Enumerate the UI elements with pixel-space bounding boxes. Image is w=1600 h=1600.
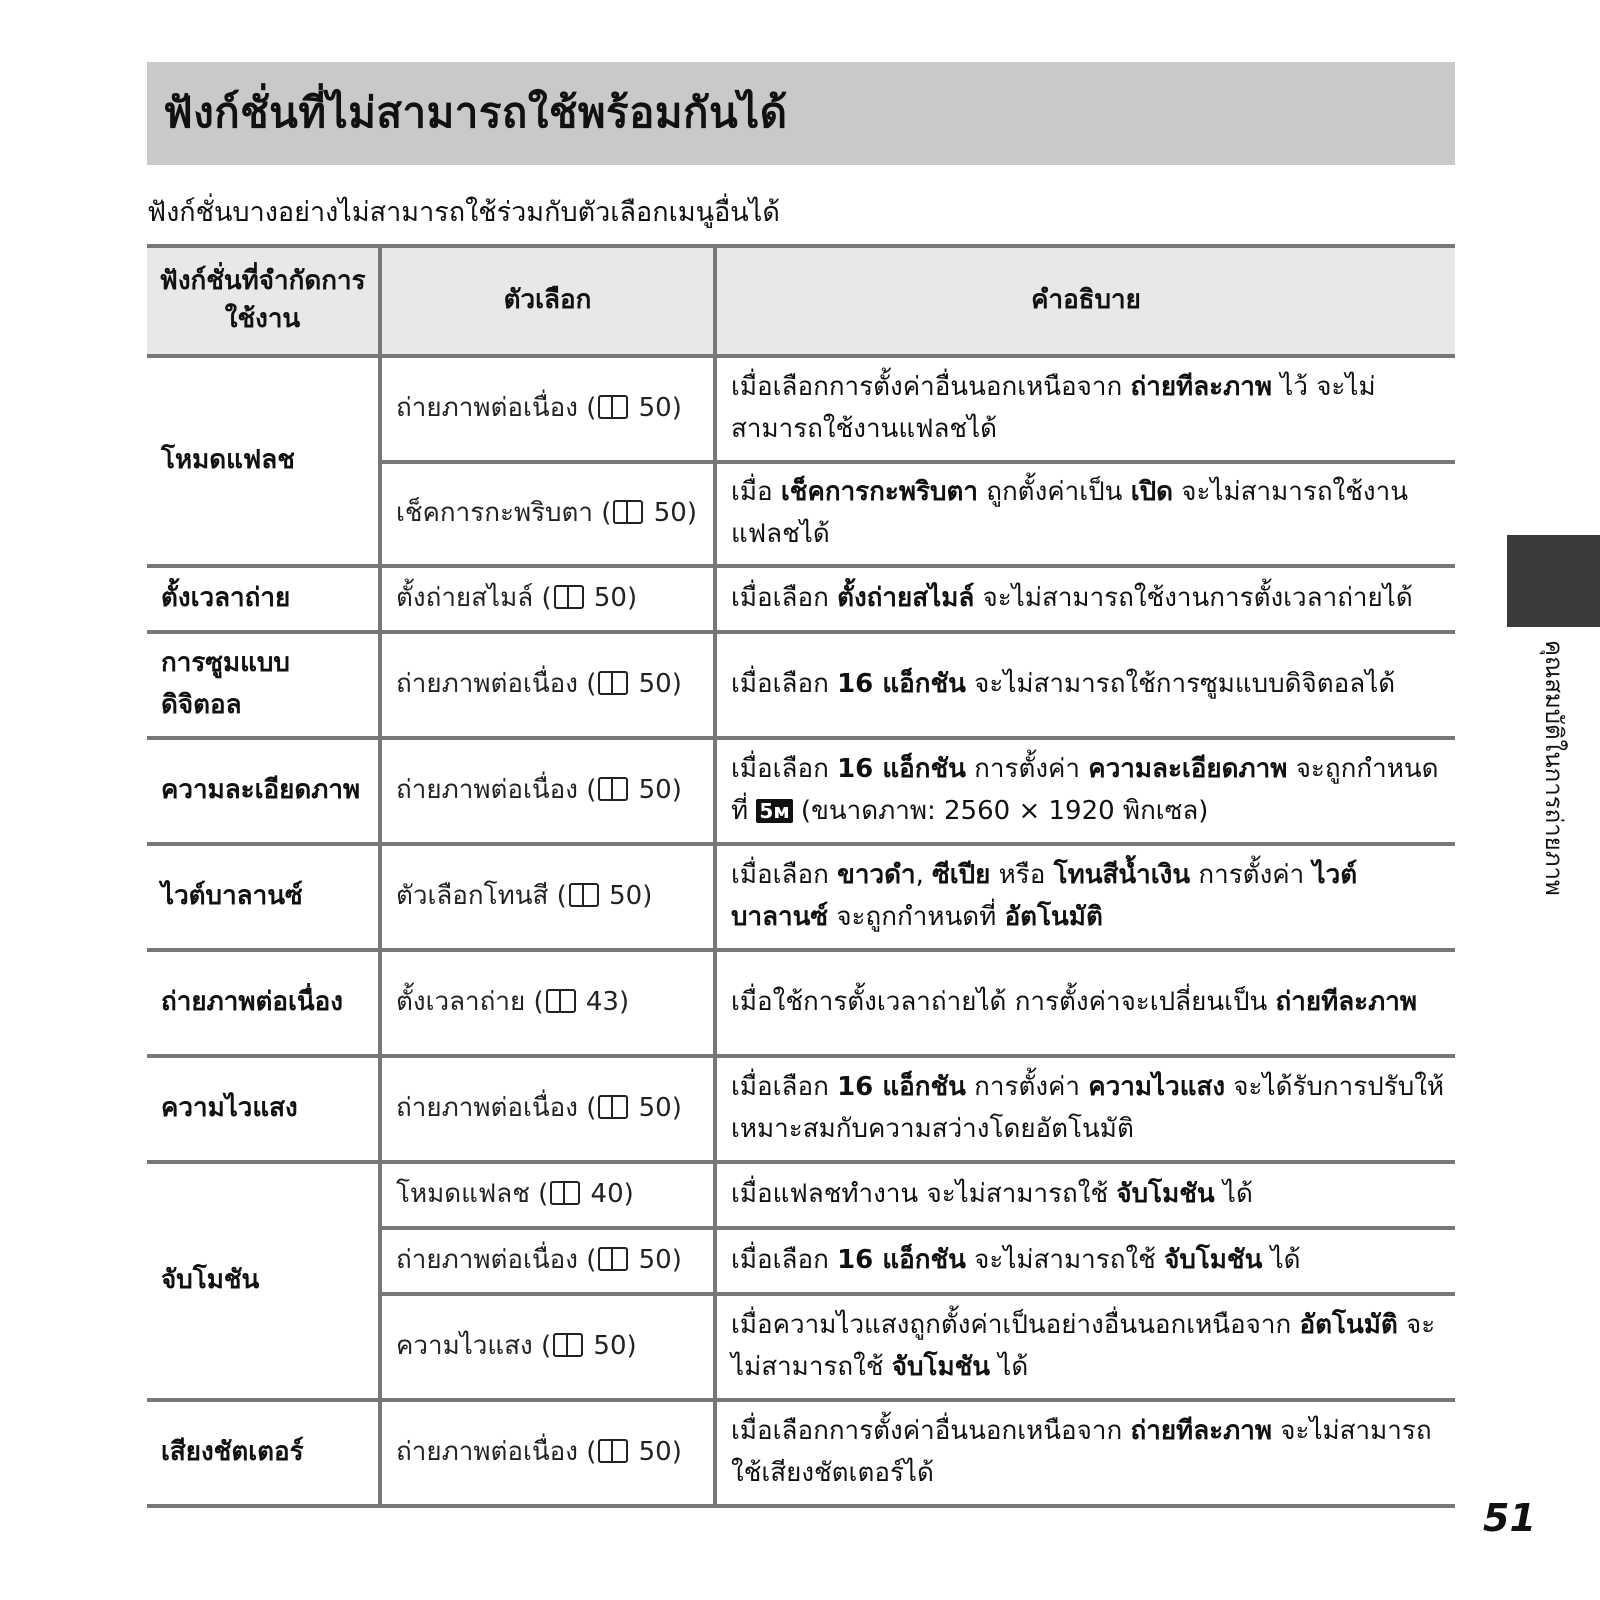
image-size-icon: 5м <box>756 799 792 823</box>
option-text: ตัวเลือกโทนสี ( <box>396 881 567 912</box>
description-cell <box>715 738 1455 844</box>
setting-name: ตั้งถ่ายสไมล์ <box>837 583 975 614</box>
description-text: เมื่อเลือก <box>731 1245 838 1276</box>
description-text: เมื่อเลือก <box>731 583 838 614</box>
page-ref: 40 <box>590 1179 624 1210</box>
description-text: จะได้รับการปรับให้เหมาะสมกับความสว่างโดยอัตโนมัติ <box>731 1072 1445 1144</box>
setting-name: ถ่ายทีละภาพ <box>1275 987 1418 1018</box>
description-text: เมื่อเลือก <box>731 754 838 785</box>
setting-name: อัตโนมัติ <box>1004 902 1103 932</box>
header-option: ตัวเลือก <box>380 246 715 356</box>
table-row <box>147 566 1455 632</box>
description-text: จะไม่สามารถใช้การซูมแบบดิจิตอลได้ <box>965 669 1396 700</box>
description-text: ไว้ จะไม่สามารถใช้งานแฟลชได้ <box>731 372 1376 444</box>
option-text: เช็คการกะพริบตา ( <box>396 498 612 529</box>
description-cell <box>715 1294 1455 1400</box>
page-ref: 50 <box>609 881 643 912</box>
intro-text: ฟังก์ชั่นบางอย่างไม่สามารถใช้ร่วมกับตัวเลือกเมนูอื่นได้ <box>147 197 780 228</box>
description-text: เมื่อเลือก <box>731 1072 838 1103</box>
page-ref: 50 <box>593 1331 627 1362</box>
setting-name: ไวต์บาลานซ์ <box>731 860 1358 932</box>
chapter-label: คุณสมบัติในการถ่ายภาพ <box>1540 640 1568 896</box>
function-cell: โหมดแฟลช <box>147 356 380 566</box>
chapter-tab <box>1507 535 1600 627</box>
description-text: จะไม่สามารถใช้ <box>731 1310 1436 1382</box>
table-row <box>147 1400 1455 1506</box>
table-row <box>147 356 1455 462</box>
description-text: เมื่อ <box>731 477 781 508</box>
table-header-row <box>147 246 1455 356</box>
option-cell: โหมดแฟลช ( 40) <box>380 1162 715 1228</box>
function-cell: ตั้งเวลาถ่าย <box>147 566 380 632</box>
option-text: ถ่ายภาพต่อเนื่อง ( <box>396 1437 597 1468</box>
description-cell <box>715 1400 1455 1506</box>
option-text: ถ่ายภาพต่อเนื่อง ( <box>396 669 597 700</box>
description-text: การตั้งค่า <box>965 1072 1089 1103</box>
description-text: การตั้งค่า <box>1190 860 1313 891</box>
function-cell: จับโมชัน <box>147 1162 380 1400</box>
description-text: เมื่อใช้การตั้งเวลาถ่ายได้ การตั้งค่าจะเปลี่ยนเป็น <box>731 987 1276 1018</box>
description-cell <box>715 1056 1455 1162</box>
description-text: จะถูกกำหนดที่ <box>828 902 1005 932</box>
setting-name: จับโมชัน <box>1164 1245 1263 1276</box>
function-cell: ไวต์บาลานซ์ <box>147 844 380 950</box>
option-cell: ตั้งเวลาถ่าย ( 43) <box>380 950 715 1056</box>
setting-name: จับโมชัน <box>1116 1179 1215 1210</box>
option-text: ถ่ายภาพต่อเนื่อง ( <box>396 1093 597 1124</box>
page-number: 51 <box>1483 1496 1536 1540</box>
option-cell: ตัวเลือกโทนสี ( 50) <box>380 844 715 950</box>
setting-name: ความละเอียดภาพ <box>1088 754 1288 785</box>
book-icon <box>546 989 576 1013</box>
option-cell: ถ่ายภาพต่อเนื่อง ( 50) <box>380 356 715 462</box>
description-text: หรือ <box>990 860 1054 891</box>
table-row <box>147 950 1455 1056</box>
option-cell: ถ่ายภาพต่อเนื่อง ( 50) <box>380 1056 715 1162</box>
option-cell: ถ่ายภาพต่อเนื่อง ( 50) <box>380 1228 715 1294</box>
description-cell <box>715 950 1455 1056</box>
title-band <box>147 62 1455 165</box>
option-text: ตั้งเวลาถ่าย ( <box>396 987 544 1018</box>
book-icon <box>569 883 599 907</box>
description-text: จะไม่สามารถใช้งานแฟลชได้ <box>731 477 1408 549</box>
description-text: , <box>915 860 933 891</box>
page-ref: 50 <box>638 775 672 806</box>
description-cell <box>715 1228 1455 1294</box>
setting-name: เช็คการกะพริบตา <box>780 477 978 508</box>
setting-name: 16 แอ็กชัน <box>837 1072 966 1103</box>
description-text: เมื่อแฟลชทำงาน จะไม่สามารถใช้ <box>731 1179 1117 1210</box>
setting-name: ขาวดำ <box>837 860 916 891</box>
description-text: เมื่อเลือก <box>731 669 838 700</box>
option-cell: เช็คการกะพริบตา ( 50) <box>380 462 715 566</box>
page-ref: 50 <box>653 498 687 529</box>
restriction-table <box>147 244 1455 1508</box>
description-text: เมื่อเลือกการตั้งค่าอื่นนอกเหนือจาก <box>731 372 1131 403</box>
page-ref: 50 <box>638 1437 672 1468</box>
table-row <box>147 738 1455 844</box>
function-cell: ถ่ายภาพต่อเนื่อง <box>147 950 380 1056</box>
description-cell <box>715 462 1455 566</box>
function-cell: ความละเอียดภาพ <box>147 738 380 844</box>
setting-name: 16 แอ็กชัน <box>837 754 966 785</box>
description-text: เมื่อความไวแสงถูกตั้งค่าเป็นอย่างอื่นนอกเหนือจาก <box>731 1310 1300 1341</box>
description-cell <box>715 1162 1455 1228</box>
option-cell: ความไวแสง ( 50) <box>380 1294 715 1400</box>
book-icon <box>598 1439 628 1463</box>
setting-name: เปิด <box>1130 477 1173 508</box>
description-cell <box>715 844 1455 950</box>
setting-name: 16 แอ็กชัน <box>837 1245 966 1276</box>
setting-name: ถ่ายทีละภาพ <box>1130 1416 1272 1447</box>
page-title: ฟังก์ชั่นที่ไม่สามารถใช้พร้อมกันได้ <box>163 88 788 137</box>
book-icon <box>598 671 628 695</box>
table-row <box>147 844 1455 950</box>
description-text: จะถูกกำหนดที่ <box>731 754 1439 826</box>
description-cell <box>715 566 1455 632</box>
description-text: จะไม่สามารถใช้เสียงชัตเตอร์ได้ <box>731 1416 1432 1488</box>
description-text: (ขนาดภาพ: 2560 × 1920 พิกเซล) <box>792 796 1209 826</box>
setting-name: ความไวแสง <box>1088 1072 1226 1103</box>
function-cell: ความไวแสง <box>147 1056 380 1162</box>
option-cell: ถ่ายภาพต่อเนื่อง ( 50) <box>380 738 715 844</box>
option-cell: ถ่ายภาพต่อเนื่อง ( 50) <box>380 632 715 738</box>
book-icon <box>553 1333 583 1357</box>
option-text: โหมดแฟลช ( <box>396 1179 549 1210</box>
book-icon <box>554 585 584 609</box>
description-text: จะไม่สามารถใช้ <box>965 1245 1165 1276</box>
description-cell <box>715 632 1455 738</box>
option-text: ถ่ายภาพต่อเนื่อง ( <box>396 775 597 806</box>
option-text: ตั้งถ่ายสไมล์ ( <box>396 583 552 614</box>
page-ref: 43 <box>585 987 619 1018</box>
description-text: ได้ <box>1262 1245 1301 1276</box>
option-text: ถ่ายภาพต่อเนื่อง ( <box>396 393 597 424</box>
option-text: ความไวแสง ( <box>396 1331 552 1362</box>
book-icon <box>550 1181 580 1205</box>
description-text: ได้ <box>990 1352 1029 1382</box>
table-row <box>147 632 1455 738</box>
description-text: เมื่อเลือก <box>731 860 838 891</box>
setting-name: 16 แอ็กชัน <box>837 669 966 700</box>
description-text: จะไม่สามารถใช้งานการตั้งเวลาถ่ายได้ <box>974 583 1413 614</box>
page-ref: 50 <box>638 669 672 700</box>
page-ref: 50 <box>638 1245 672 1276</box>
page-ref: 50 <box>638 393 672 424</box>
book-icon <box>598 777 628 801</box>
book-icon <box>598 395 628 419</box>
book-icon <box>598 1095 628 1119</box>
setting-name: อัตโนมัติ <box>1299 1310 1398 1341</box>
setting-name: ถ่ายทีละภาพ <box>1130 372 1272 403</box>
header-description: คำอธิบาย <box>715 246 1455 356</box>
description-text: ถูกตั้งค่าเป็น <box>977 477 1131 508</box>
page-ref: 50 <box>638 1093 672 1124</box>
function-cell: การซูมแบบดิจิตอล <box>147 632 380 738</box>
option-cell: ตั้งถ่ายสไมล์ ( 50) <box>380 566 715 632</box>
setting-name: โทนสีน้ำเงิน <box>1053 860 1191 891</box>
table-row <box>147 1162 1455 1228</box>
description-text: การตั้งค่า <box>965 754 1089 785</box>
page-ref: 50 <box>593 583 627 614</box>
description-text: เมื่อเลือกการตั้งค่าอื่นนอกเหนือจาก <box>731 1416 1131 1447</box>
header-function: ฟังก์ชั่นที่จำกัดการใช้งาน <box>147 246 380 356</box>
description-text: ได้ <box>1214 1179 1253 1210</box>
setting-name: ซีเปีย <box>932 860 991 891</box>
setting-name: จับโมชัน <box>891 1352 991 1382</box>
book-icon <box>613 500 643 524</box>
book-icon <box>598 1247 628 1271</box>
function-cell: เสียงชัตเตอร์ <box>147 1400 380 1506</box>
description-cell <box>715 356 1455 462</box>
table-row <box>147 1056 1455 1162</box>
option-cell: ถ่ายภาพต่อเนื่อง ( 50) <box>380 1400 715 1506</box>
option-text: ถ่ายภาพต่อเนื่อง ( <box>396 1245 597 1276</box>
